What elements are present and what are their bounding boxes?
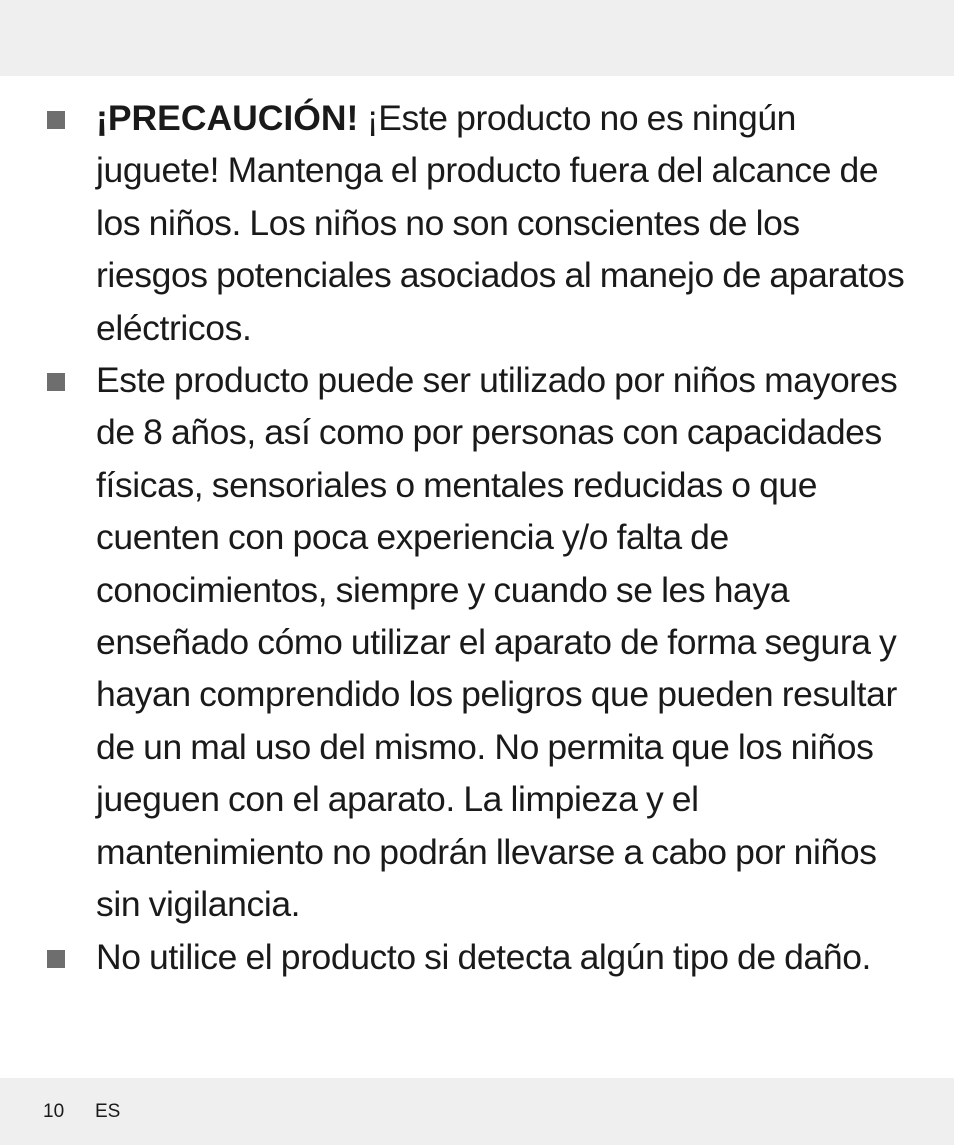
safety-instructions — [0, 92, 954, 983]
safety-item-children-use — [0, 354, 912, 930]
square-bullet-icon — [47, 950, 65, 968]
safety-item-damage — [0, 931, 912, 983]
language-code: ES — [95, 1101, 121, 1122]
square-bullet-icon — [47, 111, 65, 129]
page-number: 10 — [43, 1101, 65, 1122]
square-bullet-icon — [47, 373, 65, 391]
safety-item-text: Este producto puede ser utilizado por niños mayores de 8 años, así como por personas con capacidades físicas, sensoriales o mentales reducidas o que cuenten con poca experiencia y/o falta de conocimientos, siempre y cuando se les haya enseñado cómo utilizar el aparato de forma segura y hayan comprendido los peligros que pueden resultar de un mal uso del mismo. No permita que los niños jueguen con el aparato. La limpieza y el mantenimiento no podrán llevarse a cabo por niños sin vigilancia. — [96, 360, 898, 925]
safety-item-text: ¡Este producto no es ningún juguete! Mantenga el producto fuera del alcance de los niños. Los niños no son conscientes de los riesgos potenciales asociados al manejo de aparatos eléctricos. — [96, 98, 905, 348]
header-band — [0, 0, 954, 76]
footer-band — [0, 1078, 954, 1145]
safety-item-text: No utilice el producto si detecta algún tipo de daño. — [96, 936, 871, 977]
warning-label: ¡PRECAUCIÓN! — [96, 98, 359, 138]
safety-item-warning — [0, 92, 912, 354]
